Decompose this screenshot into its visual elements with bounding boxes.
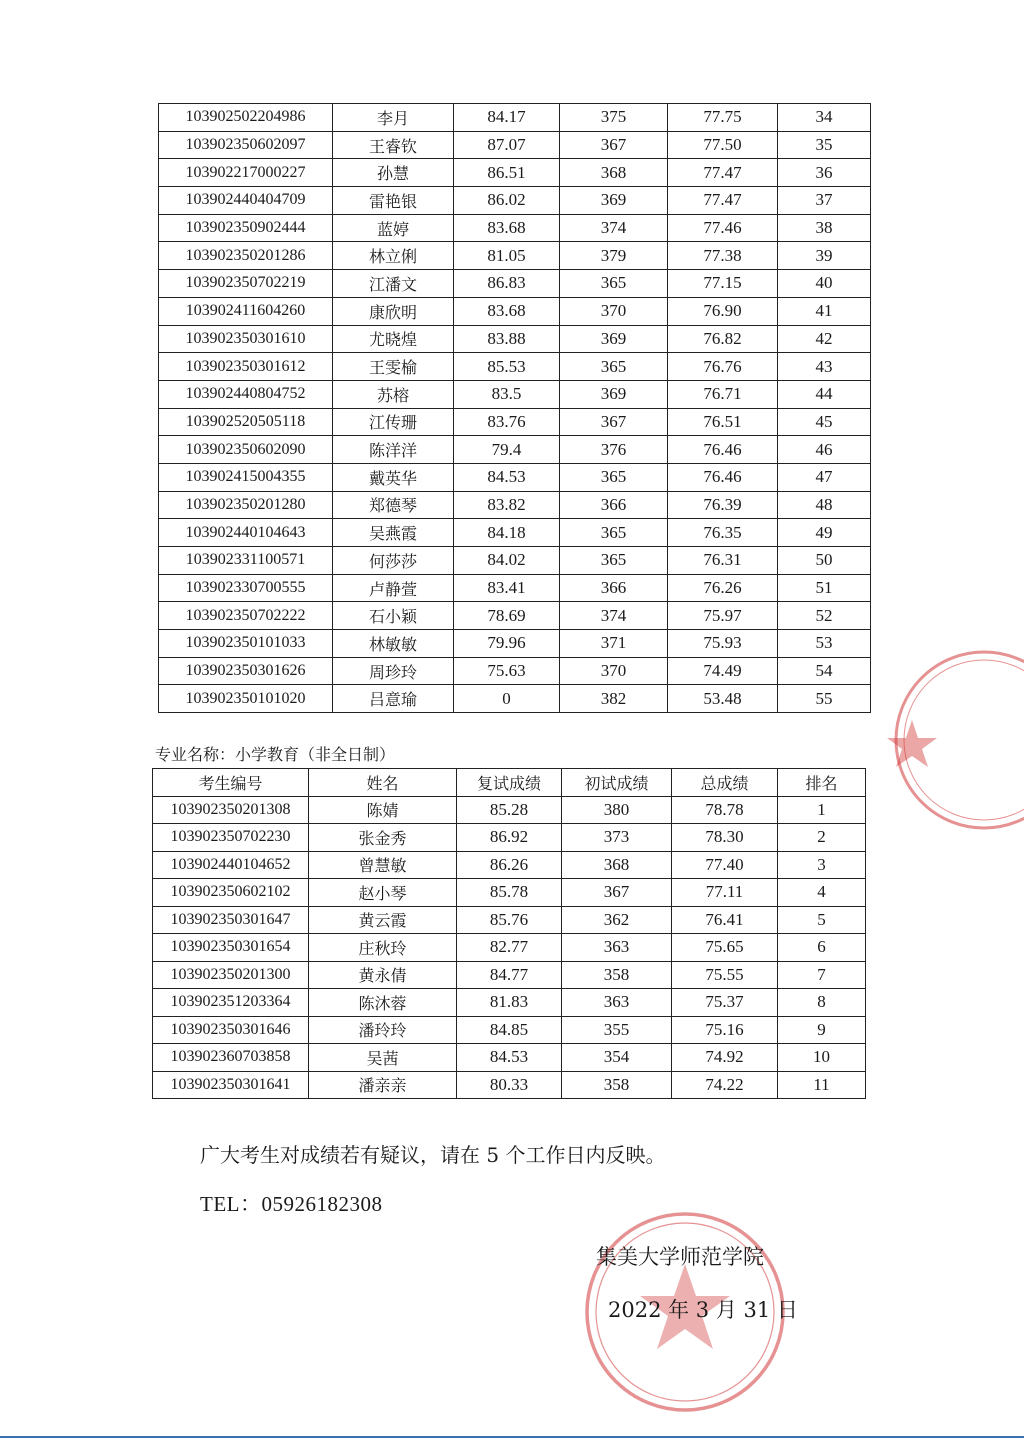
exam-id-cell: 103902350201286: [159, 242, 333, 270]
total-score-cell: 77.47: [668, 187, 778, 215]
name-cell: 王雯榆: [333, 353, 454, 381]
initial-score-cell: 363: [562, 989, 672, 1017]
exam-id-cell: 103902440104643: [159, 519, 333, 547]
total-score-cell: 75.97: [668, 602, 778, 630]
retest-score-cell: 84.85: [457, 1016, 562, 1044]
name-cell: 何莎莎: [333, 547, 454, 575]
total-score-cell: 74.49: [668, 657, 778, 685]
major-name-label: 专业名称：小学教育（非全日制）: [155, 745, 396, 764]
name-cell: 张金秀: [309, 824, 457, 852]
table-row: [159, 408, 871, 436]
rank-cell: 53: [778, 630, 871, 658]
retest-score-cell: 80.33: [457, 1071, 562, 1099]
name-cell: 黄永倩: [309, 961, 457, 989]
retest-score-cell: 83.88: [454, 325, 560, 353]
retest-score-cell: 0: [454, 685, 560, 713]
exam-id-cell: 103902351203364: [153, 989, 309, 1017]
name-cell: 曾慧敏: [309, 851, 457, 879]
header-initial-score: 初试成绩: [562, 769, 672, 797]
retest-score-cell: 86.92: [457, 824, 562, 852]
retest-score-cell: 86.83: [454, 270, 560, 298]
rank-cell: 54: [778, 657, 871, 685]
retest-score-cell: 83.68: [454, 214, 560, 242]
exam-id-cell: 103902350702219: [159, 270, 333, 298]
name-cell: 潘玲玲: [309, 1016, 457, 1044]
score-table-continued: [158, 103, 871, 713]
rank-cell: 10: [778, 1044, 866, 1072]
rank-cell: 55: [778, 685, 871, 713]
initial-score-cell: 365: [560, 270, 668, 298]
exam-id-cell: 103902360703858: [153, 1044, 309, 1072]
total-score-cell: 76.90: [668, 297, 778, 325]
initial-score-cell: 373: [562, 824, 672, 852]
retest-score-cell: 84.02: [454, 547, 560, 575]
rank-cell: 43: [778, 353, 871, 381]
initial-score-cell: 358: [562, 1071, 672, 1099]
initial-score-cell: 358: [562, 961, 672, 989]
table-row: [153, 1016, 866, 1044]
total-score-cell: 76.71: [668, 380, 778, 408]
name-cell: 庄秋玲: [309, 934, 457, 962]
name-cell: 林立俐: [333, 242, 454, 270]
official-seal-icon: [884, 648, 1024, 838]
rank-cell: 8: [778, 989, 866, 1017]
total-score-cell: 77.40: [672, 851, 778, 879]
total-score-cell: 75.16: [672, 1016, 778, 1044]
initial-score-cell: 365: [560, 547, 668, 575]
total-score-cell: 77.75: [668, 104, 778, 132]
table-row: [159, 519, 871, 547]
name-cell: 卢静萱: [333, 574, 454, 602]
table-header-row: [153, 769, 866, 797]
initial-score-cell: 366: [560, 574, 668, 602]
retest-score-cell: 82.77: [457, 934, 562, 962]
total-score-cell: 76.46: [668, 463, 778, 491]
name-cell: 黄云霞: [309, 906, 457, 934]
rank-cell: 2: [778, 824, 866, 852]
table-row: [159, 297, 871, 325]
exam-id-cell: 103902350201300: [153, 961, 309, 989]
exam-id-cell: 103902350301646: [153, 1016, 309, 1044]
rank-cell: 41: [778, 297, 871, 325]
retest-score-cell: 84.77: [457, 961, 562, 989]
initial-score-cell: 367: [560, 131, 668, 159]
name-cell: 苏榕: [333, 380, 454, 408]
scan-edge-line: [0, 1436, 1024, 1438]
exam-id-cell: 103902350101033: [159, 630, 333, 658]
retest-score-cell: 81.83: [457, 989, 562, 1017]
total-score-cell: 78.78: [672, 796, 778, 824]
rank-cell: 50: [778, 547, 871, 575]
initial-score-cell: 367: [560, 408, 668, 436]
retest-score-cell: 86.51: [454, 159, 560, 187]
table-row: [159, 657, 871, 685]
table-row: [159, 353, 871, 381]
name-cell: 潘亲亲: [309, 1071, 457, 1099]
retest-score-cell: 75.63: [454, 657, 560, 685]
total-score-cell: 75.65: [672, 934, 778, 962]
retest-score-cell: 81.05: [454, 242, 560, 270]
table-row: [159, 242, 871, 270]
initial-score-cell: 382: [560, 685, 668, 713]
exam-id-cell: 103902350602102: [153, 879, 309, 907]
name-cell: 江传珊: [333, 408, 454, 436]
name-cell: 陈沐蓉: [309, 989, 457, 1017]
initial-score-cell: 362: [562, 906, 672, 934]
initial-score-cell: 369: [560, 380, 668, 408]
header-exam-id: 考生编号: [153, 769, 309, 797]
total-score-cell: 74.22: [672, 1071, 778, 1099]
initial-score-cell: 368: [562, 851, 672, 879]
total-score-cell: 76.46: [668, 436, 778, 464]
table-row: [153, 1071, 866, 1099]
retest-score-cell: 83.82: [454, 491, 560, 519]
rank-cell: 1: [778, 796, 866, 824]
issue-date: 2022 年 3 月 31 日: [608, 1298, 798, 1322]
rank-cell: 9: [778, 1016, 866, 1044]
retest-score-cell: 84.18: [454, 519, 560, 547]
rank-cell: 44: [778, 380, 871, 408]
initial-score-cell: 366: [560, 491, 668, 519]
retest-score-cell: 86.26: [457, 851, 562, 879]
name-cell: 陈洋洋: [333, 436, 454, 464]
table-row: [153, 961, 866, 989]
table-row: [159, 574, 871, 602]
header-rank: 排名: [778, 769, 866, 797]
table-row: [159, 104, 871, 132]
rank-cell: 49: [778, 519, 871, 547]
exam-id-cell: 103902440104652: [153, 851, 309, 879]
rank-cell: 45: [778, 408, 871, 436]
initial-score-cell: 355: [562, 1016, 672, 1044]
total-score-cell: 75.55: [672, 961, 778, 989]
initial-score-cell: 365: [560, 463, 668, 491]
exam-id-cell: 103902350301612: [159, 353, 333, 381]
rank-cell: 4: [778, 879, 866, 907]
table-row: [153, 934, 866, 962]
name-cell: 陈婧: [309, 796, 457, 824]
exam-id-cell: 103902350301610: [159, 325, 333, 353]
name-cell: 吕意瑜: [333, 685, 454, 713]
name-cell: 李月: [333, 104, 454, 132]
initial-score-cell: 363: [562, 934, 672, 962]
total-score-cell: 74.92: [672, 1044, 778, 1072]
exam-id-cell: 103902350201280: [159, 491, 333, 519]
name-cell: 吴燕霞: [333, 519, 454, 547]
total-score-cell: 76.41: [672, 906, 778, 934]
name-cell: 周珍玲: [333, 657, 454, 685]
rank-cell: 52: [778, 602, 871, 630]
rank-cell: 11: [778, 1071, 866, 1099]
name-cell: 康欣明: [333, 297, 454, 325]
rank-cell: 48: [778, 491, 871, 519]
name-cell: 雷艳银: [333, 187, 454, 215]
initial-score-cell: 380: [562, 796, 672, 824]
retest-score-cell: 79.96: [454, 630, 560, 658]
rank-cell: 6: [778, 934, 866, 962]
header-retest-score: 复试成绩: [457, 769, 562, 797]
total-score-cell: 53.48: [668, 685, 778, 713]
initial-score-cell: 379: [560, 242, 668, 270]
exam-id-cell: 103902350201308: [153, 796, 309, 824]
name-cell: 尤晓煌: [333, 325, 454, 353]
exam-id-cell: 103902350602097: [159, 131, 333, 159]
retest-score-cell: 86.02: [454, 187, 560, 215]
initial-score-cell: 367: [562, 879, 672, 907]
table-row: [159, 380, 871, 408]
total-score-cell: 77.50: [668, 131, 778, 159]
rank-cell: 42: [778, 325, 871, 353]
exam-id-cell: 103902350702222: [159, 602, 333, 630]
retest-score-cell: 84.53: [457, 1044, 562, 1072]
name-cell: 吴茜: [309, 1044, 457, 1072]
name-cell: 王睿钦: [333, 131, 454, 159]
retest-score-cell: 84.53: [454, 463, 560, 491]
exam-id-cell: 103902350902444: [159, 214, 333, 242]
exam-id-cell: 103902350602090: [159, 436, 333, 464]
total-score-cell: 77.47: [668, 159, 778, 187]
retest-score-cell: 83.68: [454, 297, 560, 325]
exam-id-cell: 103902350301647: [153, 906, 309, 934]
exam-id-cell: 103902415004355: [159, 463, 333, 491]
retest-score-cell: 85.78: [457, 879, 562, 907]
initial-score-cell: 365: [560, 353, 668, 381]
table-row: [159, 630, 871, 658]
retest-score-cell: 85.28: [457, 796, 562, 824]
issuing-organization: 集美大学师范学院: [596, 1245, 764, 1269]
rank-cell: 39: [778, 242, 871, 270]
exam-id-cell: 103902350101020: [159, 685, 333, 713]
table-row: [153, 989, 866, 1017]
table-row: [159, 491, 871, 519]
score-table-primary-education: [152, 768, 866, 1099]
header-total-score: 总成绩: [672, 769, 778, 797]
initial-score-cell: 369: [560, 187, 668, 215]
exam-id-cell: 103902502204986: [159, 104, 333, 132]
exam-id-cell: 103902217000227: [159, 159, 333, 187]
total-score-cell: 78.30: [672, 824, 778, 852]
rank-cell: 34: [778, 104, 871, 132]
table-row: [159, 325, 871, 353]
retest-score-cell: 87.07: [454, 131, 560, 159]
total-score-cell: 76.26: [668, 574, 778, 602]
exam-id-cell: 103902440804752: [159, 380, 333, 408]
exam-id-cell: 103902440404709: [159, 187, 333, 215]
total-score-cell: 75.37: [672, 989, 778, 1017]
rank-cell: 7: [778, 961, 866, 989]
table-row: [153, 1044, 866, 1072]
retest-score-cell: 83.41: [454, 574, 560, 602]
total-score-cell: 77.15: [668, 270, 778, 298]
name-cell: 戴英华: [333, 463, 454, 491]
retest-score-cell: 85.53: [454, 353, 560, 381]
total-score-cell: 75.93: [668, 630, 778, 658]
name-cell: 蓝婷: [333, 214, 454, 242]
table-row: [159, 159, 871, 187]
rank-cell: 35: [778, 131, 871, 159]
rank-cell: 36: [778, 159, 871, 187]
table-row: [159, 187, 871, 215]
initial-score-cell: 374: [560, 214, 668, 242]
table-row: [159, 270, 871, 298]
rank-cell: 37: [778, 187, 871, 215]
table-row: [153, 906, 866, 934]
rank-cell: 40: [778, 270, 871, 298]
initial-score-cell: 374: [560, 602, 668, 630]
rank-cell: 3: [778, 851, 866, 879]
exam-id-cell: 103902350301641: [153, 1071, 309, 1099]
retest-score-cell: 84.17: [454, 104, 560, 132]
retest-score-cell: 79.4: [454, 436, 560, 464]
name-cell: 赵小琴: [309, 879, 457, 907]
table-row: [153, 824, 866, 852]
retest-score-cell: 83.5: [454, 380, 560, 408]
table-row: [159, 131, 871, 159]
table-row: [153, 879, 866, 907]
exam-id-cell: 103902411604260: [159, 297, 333, 325]
table-row: [159, 436, 871, 464]
table-row: [159, 214, 871, 242]
total-score-cell: 76.76: [668, 353, 778, 381]
initial-score-cell: 354: [562, 1044, 672, 1072]
table-row: [159, 602, 871, 630]
exam-id-cell: 103902330700555: [159, 574, 333, 602]
rank-cell: 51: [778, 574, 871, 602]
exam-id-cell: 103902350301654: [153, 934, 309, 962]
retest-score-cell: 78.69: [454, 602, 560, 630]
retest-score-cell: 85.76: [457, 906, 562, 934]
table-row: [159, 547, 871, 575]
initial-score-cell: 369: [560, 325, 668, 353]
initial-score-cell: 371: [560, 630, 668, 658]
total-score-cell: 77.11: [672, 879, 778, 907]
rank-cell: 38: [778, 214, 871, 242]
total-score-cell: 76.82: [668, 325, 778, 353]
table-row: [153, 796, 866, 824]
exam-id-cell: 103902350301626: [159, 657, 333, 685]
name-cell: 江潘文: [333, 270, 454, 298]
exam-id-cell: 103902520505118: [159, 408, 333, 436]
total-score-cell: 76.31: [668, 547, 778, 575]
table-row: [159, 685, 871, 713]
rank-cell: 5: [778, 906, 866, 934]
exam-id-cell: 103902331100571: [159, 547, 333, 575]
name-cell: 孙慧: [333, 159, 454, 187]
table-row: [153, 851, 866, 879]
contact-phone: TEL：05926182308: [200, 1192, 383, 1216]
initial-score-cell: 370: [560, 297, 668, 325]
retest-score-cell: 83.76: [454, 408, 560, 436]
header-name: 姓名: [309, 769, 457, 797]
name-cell: 林敏敏: [333, 630, 454, 658]
name-cell: 郑德琴: [333, 491, 454, 519]
total-score-cell: 77.46: [668, 214, 778, 242]
initial-score-cell: 365: [560, 519, 668, 547]
total-score-cell: 76.35: [668, 519, 778, 547]
initial-score-cell: 370: [560, 657, 668, 685]
initial-score-cell: 368: [560, 159, 668, 187]
table-row: [159, 463, 871, 491]
initial-score-cell: 376: [560, 436, 668, 464]
total-score-cell: 76.51: [668, 408, 778, 436]
initial-score-cell: 375: [560, 104, 668, 132]
rank-cell: 46: [778, 436, 871, 464]
rank-cell: 47: [778, 463, 871, 491]
name-cell: 石小颖: [333, 602, 454, 630]
total-score-cell: 77.38: [668, 242, 778, 270]
total-score-cell: 76.39: [668, 491, 778, 519]
feedback-notice: 广大考生对成绩若有疑议，请在 5 个工作日内反映。: [200, 1143, 666, 1167]
exam-id-cell: 103902350702230: [153, 824, 309, 852]
